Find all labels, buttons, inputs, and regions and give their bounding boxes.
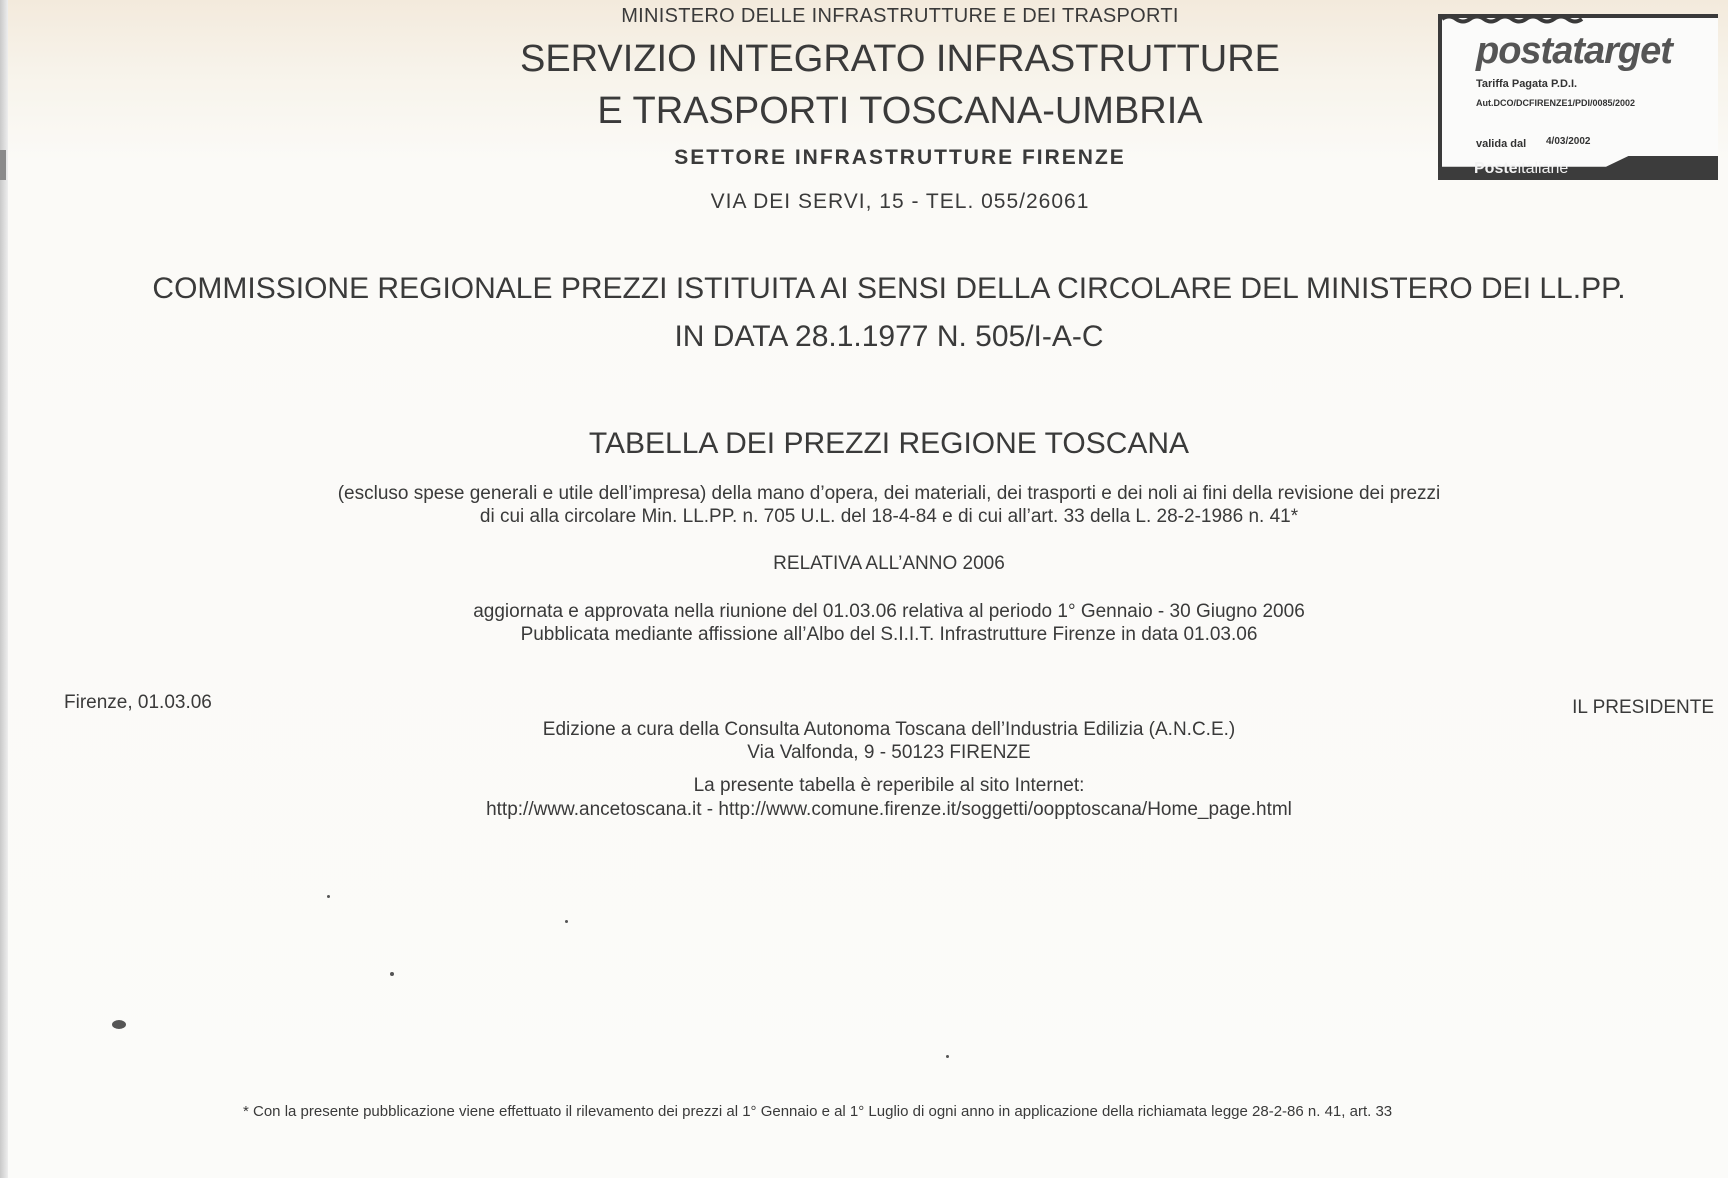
poste-regular: italiane [1517, 160, 1569, 177]
poste-italiane-logo [1474, 160, 1568, 178]
tabella-title: TABELLA DEI PREZZI REGIONE TOSCANA [588, 427, 1190, 460]
stamp-authorization: Aut.DCO/DCFIRENZE1/PDI/0085/2002 [1476, 98, 1636, 108]
poste-bold: Poste [1474, 160, 1518, 177]
servizio-title-line2: E TRASPORTI TOSCANA-UMBRIA [597, 90, 1203, 132]
tabella-pubblicata: Pubblicata mediante affissione all’Albo del S.I.I.T. Infrastrutture Firenze in data 01.03.06 [520, 624, 1258, 645]
commissione-line1: COMMISSIONE REGIONALE PREZZI ISTITUITA AI SENSI DELLA CIRCOLARE DEL MINISTERO DEI LL.PP. [152, 272, 1626, 305]
servizio-title-line1: SERVIZIO INTEGRATO INFRASTRUTTURE [519, 38, 1281, 80]
scan-speck [327, 895, 330, 898]
stamp-valid-date: 4/03/2002 [1546, 136, 1591, 147]
scan-speck [946, 1055, 949, 1058]
place-date: Firenze, 01.03.06 [64, 692, 212, 713]
footnote: * Con la presente pubblicazione viene effettuato il rilevamento dei prezzi al 1° Gennaio e al 1° Luglio di ogni anno in applicazione della richiamata legge 28-2-86 n. 41, art. 33 [243, 1103, 1393, 1120]
website-urls: http://www.ancetoscana.it - http://www.comune.firenze.it/soggetti/oopptoscana/Home_page.html [486, 799, 1292, 820]
address-line: VIA DEI SERVI, 15 - TEL. 055/26061 [710, 190, 1090, 213]
reperibile-line: La presente tabella è reperibile al sito Internet: [693, 775, 1085, 796]
edizione-line1: Edizione a cura della Consulta Autonoma Toscana dell’Industria Edilizia (A.N.C.E.) [542, 719, 1236, 740]
presidente-label: IL PRESIDENTE [1572, 697, 1714, 718]
postatarget-logo: postatarget [1476, 30, 1672, 72]
ministero-heading: MINISTERO DELLE INFRASTRUTTURE E DEI TRASPORTI [621, 5, 1179, 27]
scan-speck [565, 920, 568, 923]
scan-speck [112, 1020, 126, 1029]
edizione-line2: Via Valfonda, 9 - 50123 FIRENZE [747, 742, 1031, 763]
stamp-wave-border [1442, 14, 1592, 24]
settore-heading: SETTORE INFRASTRUTTURE FIRENZE [674, 146, 1126, 169]
tabella-relativa: RELATIVA ALL’ANNO 2006 [773, 553, 1005, 574]
commissione-line2: IN DATA 28.1.1977 N. 505/I-A-C [674, 320, 1104, 353]
scan-speck [390, 972, 394, 976]
tabella-aggiornata: aggiornata e approvata nella riunione del 01.03.06 relativa al periodo 1° Gennaio - 30 Giugno 2006 [473, 601, 1305, 622]
tabella-escluso-line1: (escluso spese generali e utile dell’impresa) della mano d’opera, dei materiali, dei trasporti e dei noli ai fini della revisione dei prezzi [337, 483, 1441, 504]
postage-stamp [1438, 14, 1718, 180]
tabella-escluso-line2: di cui alla circolare Min. LL.PP. n. 705 U.L. del 18-4-84 e di cui all’art. 33 della L. 28-2-1986 n. 41* [479, 506, 1299, 527]
stamp-valid-label: valida dal [1476, 138, 1527, 150]
stamp-tariffa: Tariffa Pagata P.D.I. [1476, 78, 1578, 90]
